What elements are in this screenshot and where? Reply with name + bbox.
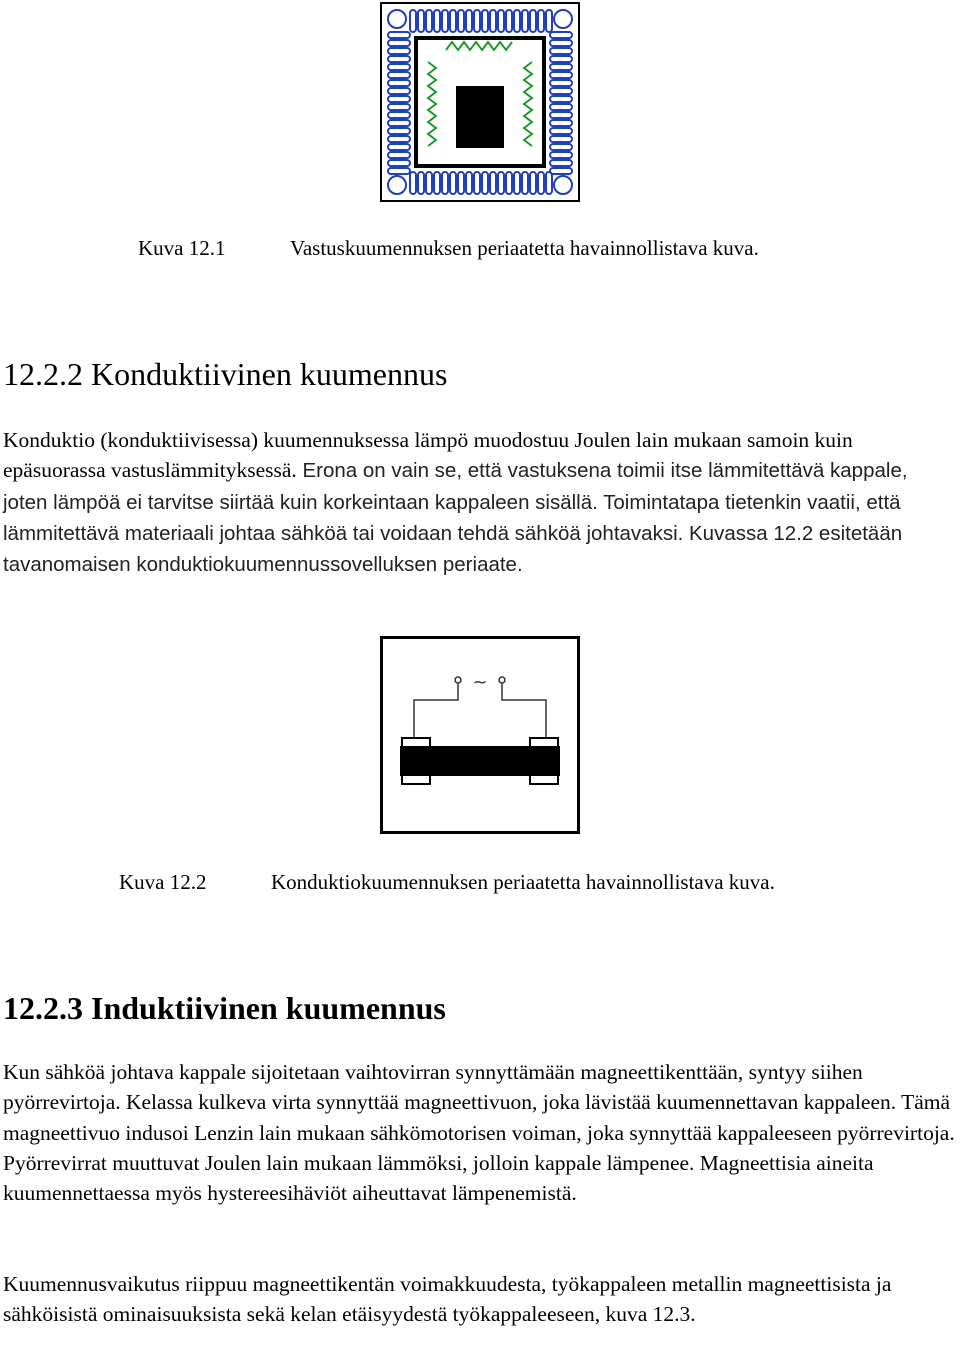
section-1222-paragraph (3, 425, 955, 580)
figure1-caption-number: Kuva 12.1 (138, 236, 226, 260)
figure2-caption (119, 870, 775, 895)
section-heading-induktiivinen: 12.2.3 Induktiivinen kuumennus (3, 990, 446, 1026)
section-1223-paragraph-1: Kun sähköä johtava kappale sijoitetaan vaihtovirran synnyttämään magneettikenttään, syntyy siihen pyörrevirtoja. Kelassa kulkeva virta synnyttää magneettivuon, joka lävistää kuumennettavan kappaleen. Tämä magneettivuo indusoi Lenzin lain mukaan sähkömotorisen voiman, joka synnyttää kappaleeseen pyörrevirtoja. Pyörrevirrat muuttuvat Joulen lain mukaan lämmöksi, jolloin kappale lämpenee. Magneettisia aineita kuumennettaessa myös hystereesihäviöt aiheuttavat lämpenemistä. (3, 1060, 955, 1206)
conduction-heating-figure (380, 636, 580, 834)
paragraph-sans-part: Erona on vain se, että vastuksena toimii itse lämmitettävä kappale, joten lämpöä ei tarvitse siirtää kuin korkeintaan kappaleen sisällä. Toimintatapa tietenkin vaatii, että lämmitettävä materiaali johtaa sähköä tai voidaan tehdä sähköä johtavaksi. Kuvassa 12.2 esitetään tavanomaisen konduktiokuumennussovelluksen periaate. (3, 459, 908, 577)
figure1-caption (138, 236, 759, 261)
section-heading-konduktiivinen: 12.2.2 Konduktiivinen kuumennus (3, 356, 448, 392)
resistance-heating-figure (380, 2, 580, 202)
ac-source-symbol: ~ (472, 672, 488, 693)
paragraph-serif-part: Konduktio (konduktiivisessa) kuumennuksessa lämpö muodostuu Joulen lain mukaan samoin kuin epäsuorassa vastuslämmityksessä. (3, 428, 853, 483)
figure2-caption-text: Konduktiokuumennuksen periaatetta havainnollistava kuva. (271, 870, 775, 894)
figure2-caption-number: Kuva 12.2 (119, 870, 207, 894)
figure1-caption-text: Vastuskuumennuksen periaatetta havainnollistava kuva. (290, 236, 759, 260)
section-1223-paragraph-2: Kuumennusvaikutus riippuu magneettikentän voimakkuudesta, työkappaleen metallin magneettisista ja sähköisistä ominaisuuksista sekä kelan etäisyydestä työkappaleeseen, kuva 12.3. (3, 1272, 892, 1327)
